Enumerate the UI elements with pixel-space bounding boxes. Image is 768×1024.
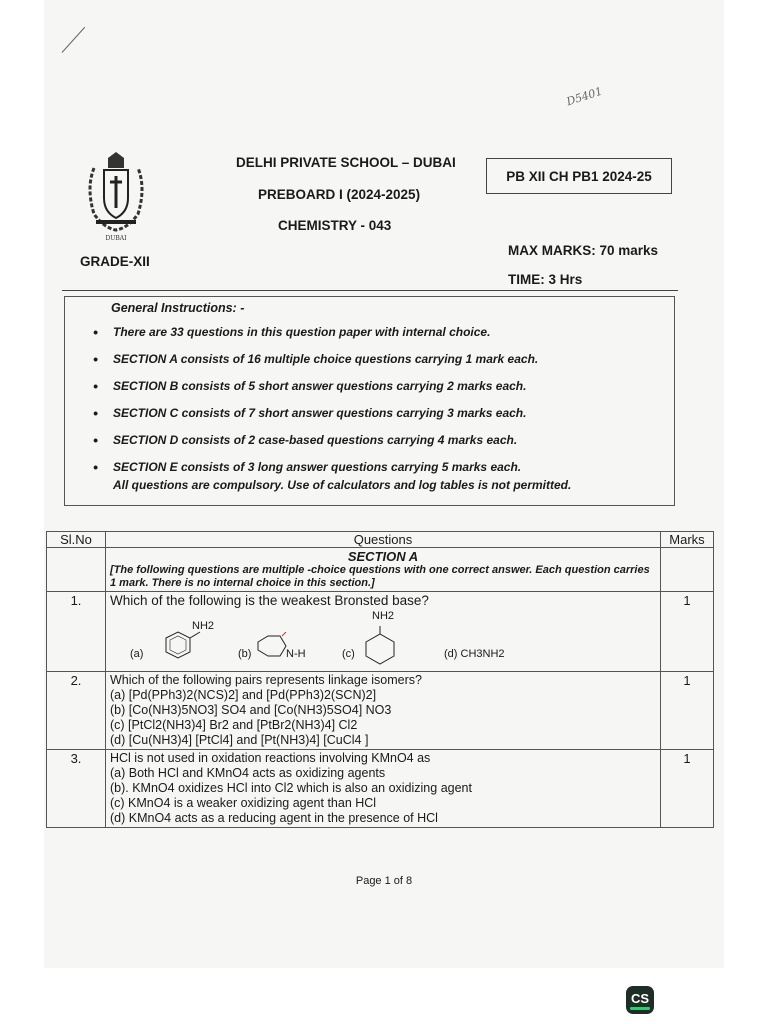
general-instructions-box <box>64 296 675 506</box>
paper-code: PB XII CH PB1 2024-25 <box>486 158 672 194</box>
grade-label: GRADE-XII <box>80 254 150 269</box>
table-row <box>47 672 714 750</box>
section-title: SECTION A <box>347 549 419 564</box>
cyclohexylamine-structure <box>360 626 400 670</box>
question-line: Which of the following pairs represents linkage isomers? <box>110 673 422 687</box>
question-line: (c) [PtCl2(NH3)4] Br2 and [PtBr2(NH3)4] Cl2 <box>110 718 358 732</box>
instruction-item: • SECTION E consists of 3 long answer questions carrying 5 marks each. <box>93 454 653 481</box>
question-cell <box>106 672 661 750</box>
instruction-item: • SECTION D consists of 2 case-based questions carrying 4 marks each. <box>93 427 653 454</box>
section-note: [The following questions are multiple -choice questions with one correct answer. Each question carries 1 mark. There is no internal choice in this section.] <box>110 564 650 589</box>
question-number: 1. <box>47 592 106 672</box>
option-d-label: (d) CH3NH2 <box>444 648 505 660</box>
question-line: (d) [Cu(NH3)4] [PtCl4] and [Pt(NH3)4] [CuCl4 ] <box>110 733 369 747</box>
questions-table <box>46 531 714 828</box>
header-divider <box>62 290 678 291</box>
section-row <box>47 548 714 592</box>
subject-title: CHEMISTRY - 043 <box>278 218 392 233</box>
question-cell <box>106 592 661 672</box>
handwritten-note: D5401 <box>564 84 604 109</box>
question-line: (b). KMnO4 oxidizes HCl into Cl2 which is also an oxidizing agent <box>110 781 472 795</box>
nh2-label: NH2 <box>192 620 215 632</box>
question-marks: 1 <box>661 750 714 828</box>
question-line: (d) KMnO4 acts as a reducing agent in the presence of HCl <box>110 811 438 825</box>
question-line: (b) [Co(NH3)5NO3] SO4 and [Co(NH3)5SO4] NO3 <box>110 703 392 717</box>
camscanner-badge[interactable]: CS <box>626 986 654 1014</box>
col-header-marks: Marks <box>661 532 714 548</box>
school-crest-logo <box>80 148 152 244</box>
table-row <box>47 592 714 672</box>
nh2-label: NH2 <box>372 610 395 622</box>
instruction-item: • SECTION A consists of 16 multiple choice questions carrying 1 mark each. <box>93 346 653 373</box>
aniline-structure <box>150 628 210 670</box>
question-marks: 1 <box>661 672 714 750</box>
instructions-note: All questions are compulsory. Use of calculators and log tables is not permitted. <box>113 478 572 492</box>
question-number: 2. <box>47 672 106 750</box>
structure-options <box>110 608 656 670</box>
col-header-slno: Sl.No <box>47 532 106 548</box>
option-a-label: (a) <box>130 648 144 660</box>
nh-label: N-H <box>286 648 306 660</box>
instructions-list <box>93 319 653 481</box>
question-marks: 1 <box>661 592 714 672</box>
question-line: (c) KMnO4 is a weaker oxidizing agent than HCl <box>110 796 377 810</box>
instructions-title: General Instructions: - <box>111 301 245 315</box>
instruction-item: • SECTION B consists of 5 short answer questions carrying 2 marks each. <box>93 373 653 400</box>
table-row <box>47 750 714 828</box>
time-allowed: TIME: 3 Hrs <box>508 272 583 287</box>
instruction-item: • SECTION C consists of 7 short answer questions carrying 3 marks each. <box>93 400 653 427</box>
question-line: (a) [Pd(PPh3)2(NCS)2] and [Pd(PPh3)2(SCN)2] <box>110 688 377 702</box>
page-number: Page 1 of 8 <box>355 875 413 887</box>
question-text: Which of the following is the weakest Bronsted base? <box>110 593 429 608</box>
section-cell <box>106 548 661 592</box>
option-c-label: (c) <box>342 648 355 660</box>
question-cell <box>106 750 661 828</box>
question-number: 3. <box>47 750 106 828</box>
col-header-questions: Questions <box>106 532 661 548</box>
max-marks: MAX MARKS: 70 marks <box>508 243 659 258</box>
question-line: HCl is not used in oxidation reactions involving KMnO4 as <box>110 751 431 765</box>
exam-title: PREBOARD I (2024-2025) <box>258 187 421 202</box>
svg-text:DUBAI: DUBAI <box>105 235 127 242</box>
school-name: DELHI PRIVATE SCHOOL – DUBAI <box>236 155 456 170</box>
question-line: (a) Both HCl and KMnO4 acts as oxidizing agents <box>110 766 386 780</box>
instruction-item: • There are 33 questions in this question paper with internal choice. <box>93 319 653 346</box>
option-b-label: (b) <box>238 648 252 660</box>
table-header-row <box>47 532 714 548</box>
